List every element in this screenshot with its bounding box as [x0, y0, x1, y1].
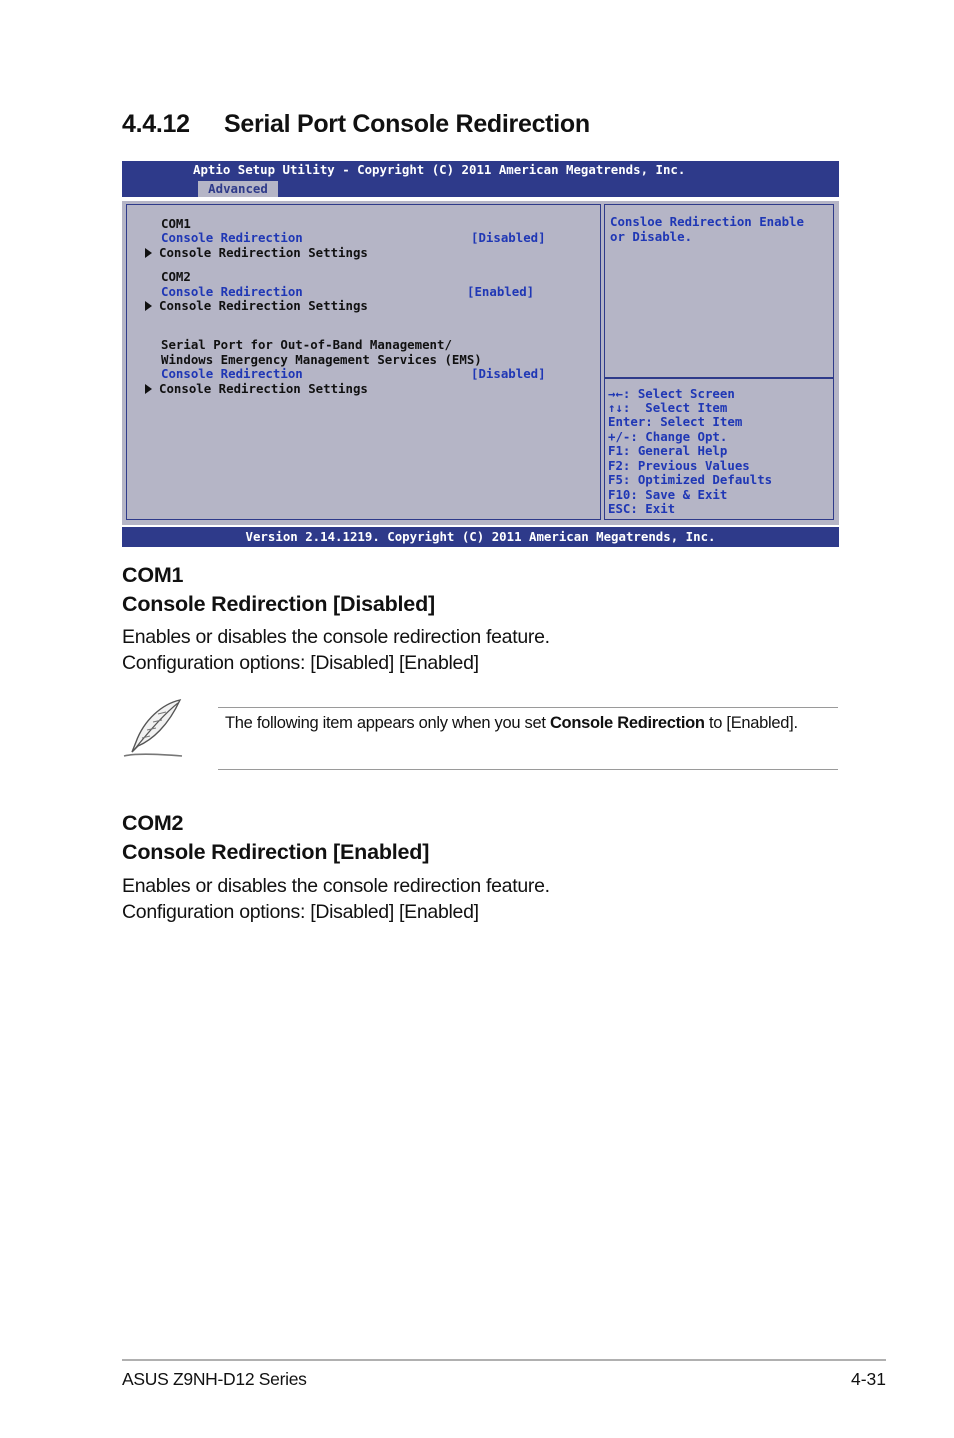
com2-redirection-settings[interactable]: Console Redirection Settings — [159, 298, 368, 313]
com1-heading-line1: COM1 — [122, 563, 184, 587]
bios-header — [122, 161, 839, 197]
com1-desc-line2: Configuration options: [Disabled] [Enabled] — [122, 652, 479, 674]
help-line-1: Consloe Redirection Enable — [610, 214, 804, 229]
key-change-opt: +/-: Change Opt. — [608, 429, 728, 444]
ems-console-redirection-value[interactable]: [Disabled] — [471, 366, 546, 381]
key-select-item: ↑↓: Select Item — [608, 400, 728, 415]
note-text-bold: Console Redirection — [549, 714, 705, 732]
com1-heading-line2: Console Redirection [Disabled] — [122, 592, 435, 616]
section-number: 4.4.12 — [122, 110, 190, 138]
com1-label: COM1 — [161, 216, 191, 231]
bios-body — [122, 201, 839, 525]
help-line-2: or Disable. — [610, 229, 693, 244]
note-text-after: to [Enabled]. — [704, 714, 798, 732]
footer-rule — [122, 1359, 886, 1361]
com2-desc-line1: Enables or disables the console redirection feature. — [122, 875, 550, 897]
bios-main-panel — [126, 204, 601, 520]
com1-heading — [122, 561, 435, 619]
bios-tab-advanced[interactable]: Advanced — [198, 181, 278, 197]
key-select-screen: →←: Select Screen — [608, 386, 735, 401]
note-text — [225, 712, 825, 735]
key-esc: ESC: Exit — [608, 501, 676, 516]
com1-console-redirection-value[interactable]: [Disabled] — [471, 230, 546, 245]
com2-console-redirection[interactable]: Console Redirection — [161, 284, 303, 299]
key-f1: F1: General Help — [608, 443, 728, 458]
com2-heading — [122, 809, 429, 867]
com2-heading-line2: Console Redirection [Enabled] — [122, 840, 430, 864]
note-top-rule — [218, 707, 838, 708]
key-f2: F2: Previous Values — [608, 458, 750, 473]
submenu-arrow-icon — [145, 384, 152, 394]
com1-desc-line1: Enables or disables the console redirection feature. — [122, 626, 550, 648]
key-enter: Enter: Select Item — [608, 414, 743, 429]
com1-console-redirection[interactable]: Console Redirection — [161, 230, 303, 245]
bios-footer: Version 2.14.1219. Copyright (C) 2011 American Megatrends, Inc. — [122, 527, 839, 547]
submenu-arrow-icon — [145, 248, 152, 258]
footer-page-number: 4-31 — [850, 1369, 886, 1389]
bios-help-panel — [604, 204, 834, 379]
ems-console-redirection[interactable]: Console Redirection — [161, 366, 303, 381]
ems-line-2: Windows Emergency Management Services (EMS) — [161, 352, 482, 367]
com1-redirection-settings[interactable]: Console Redirection Settings — [159, 245, 368, 260]
note-text-before: The following item appears only when you set — [225, 714, 550, 732]
section-title — [122, 110, 590, 139]
submenu-arrow-icon — [145, 301, 152, 311]
ems-redirection-settings[interactable]: Console Redirection Settings — [159, 381, 368, 396]
note-feather-icon — [122, 696, 186, 760]
footer-product: ASUS Z9NH-D12 Series — [122, 1369, 307, 1389]
section-title-text: Serial Port Console Redirection — [224, 110, 590, 138]
com2-description — [122, 873, 550, 925]
ems-line-1: Serial Port for Out-of-Band Management/ — [161, 337, 452, 352]
com1-description — [122, 624, 550, 676]
note-bottom-rule — [218, 769, 838, 770]
com2-desc-line2: Configuration options: [Disabled] [Enabled] — [122, 901, 479, 923]
com2-console-redirection-value[interactable]: [Enabled] — [467, 284, 535, 299]
com2-label: COM2 — [161, 269, 191, 284]
bios-screenshot — [122, 161, 839, 547]
key-f10: F10: Save & Exit — [608, 487, 728, 502]
bios-title: Aptio Setup Utility - Copyright (C) 2011 American Megatrends, Inc. — [193, 162, 686, 177]
key-f5: F5: Optimized Defaults — [608, 472, 773, 487]
com2-heading-line1: COM2 — [122, 811, 184, 835]
bios-key-legend — [604, 379, 834, 520]
